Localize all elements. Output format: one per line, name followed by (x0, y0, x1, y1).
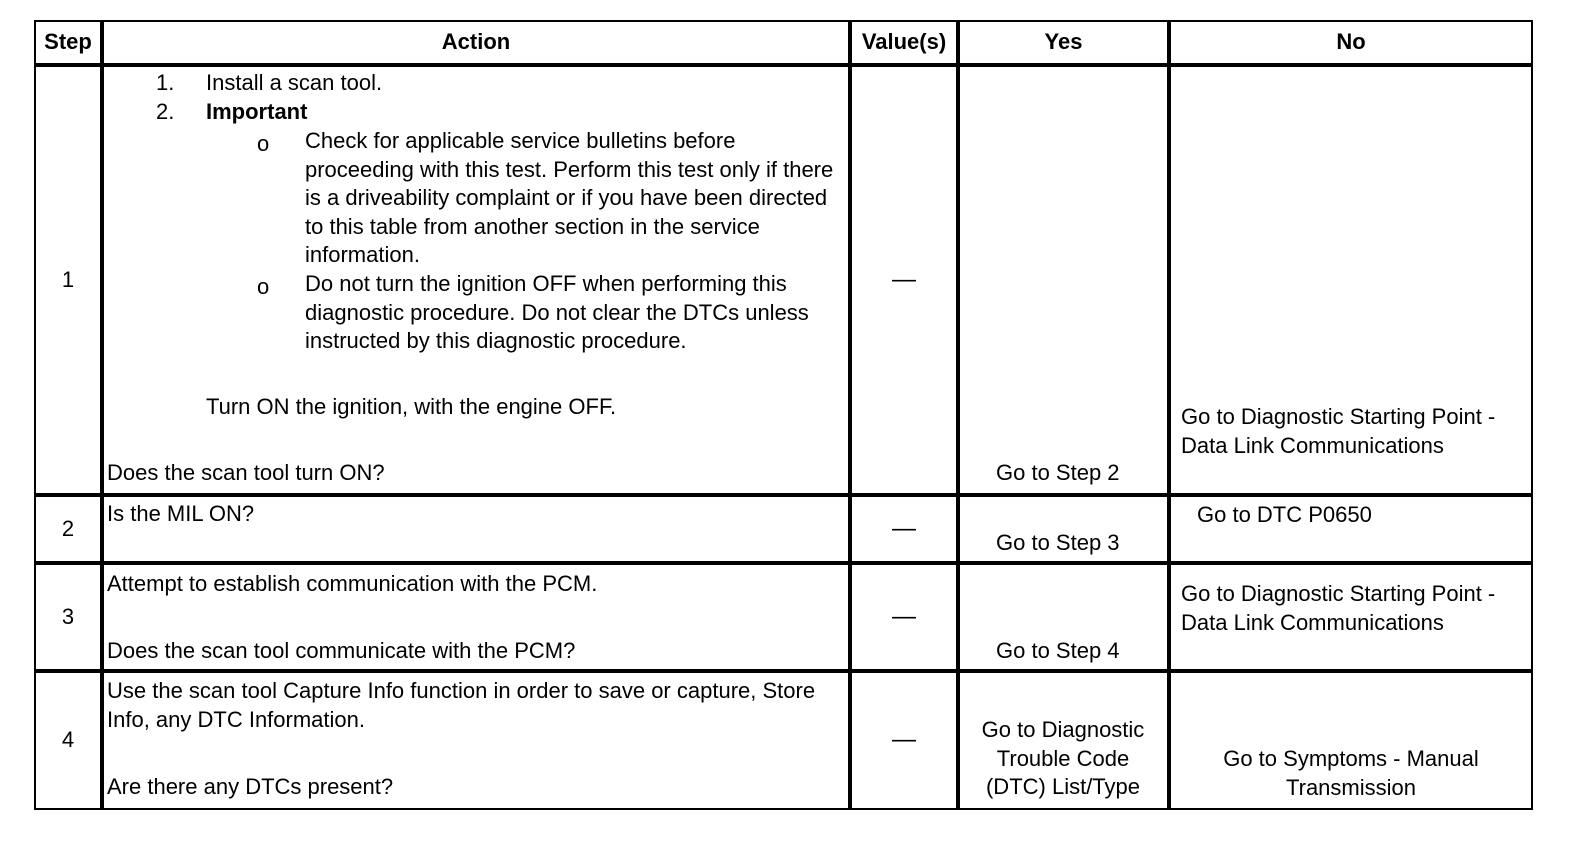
question-text: Does the scan tool turn ON? (107, 460, 385, 485)
row1-value: — (850, 65, 958, 495)
yes-link[interactable]: Go to Step 4 (996, 638, 1120, 663)
row3-no (1169, 563, 1533, 671)
question-text: Are there any DTCs present? (107, 774, 394, 799)
bullet-text: Check for applicable service bulletins before proceeding with this test. Perform this test only if there is a driveability complaint or if you have been directed to this table from another section in the service information. (305, 128, 834, 267)
row4-no (1169, 671, 1533, 810)
row3-value: — (850, 563, 958, 671)
row1-no (1169, 65, 1533, 495)
row2-yes (958, 495, 1169, 563)
list-number: 2. (156, 99, 175, 124)
row4-value: — (850, 671, 958, 810)
yes-link[interactable]: Go to Step 2 (996, 460, 1120, 485)
row1-step: 1 (34, 65, 102, 495)
yes-link[interactable]: Go to Diagnostic Trouble Code (DTC) List/Type (981, 717, 1145, 799)
no-link[interactable]: Go to Symptoms - Manual Transmission (1223, 746, 1479, 800)
row2-no (1169, 495, 1533, 563)
header-step: Step (34, 20, 102, 65)
row4-yes (958, 671, 1169, 810)
instruction-text: Attempt to establish communication with the PCM. (107, 571, 598, 596)
row3-yes (958, 563, 1169, 671)
instruction-text: Use the scan tool Capture Info function in order to save or capture, Store Info, any DTC Information. (107, 678, 816, 732)
header-yes: Yes (958, 20, 1169, 65)
row2-value: — (850, 495, 958, 563)
question-text: Is the MIL ON? (107, 501, 255, 526)
row1-action (102, 65, 850, 495)
no-link[interactable]: Go to DTC P0650 (1197, 502, 1372, 527)
header-no: No (1169, 20, 1533, 65)
row2-step: 2 (34, 495, 102, 563)
list-item-text: Install a scan tool. (206, 70, 383, 95)
row3-action (102, 563, 850, 671)
row1-yes (958, 65, 1169, 495)
row4-step: 4 (34, 671, 102, 810)
header-action: Action (102, 20, 850, 65)
bullet-marker: o (257, 274, 270, 299)
no-link[interactable]: Go to Diagnostic Starting Point - Data Link Communications (1181, 404, 1496, 458)
header-values: Value(s) (850, 20, 958, 65)
no-link[interactable]: Go to Diagnostic Starting Point - Data Link Communications (1181, 581, 1496, 635)
row4-action (102, 671, 850, 810)
question-text: Does the scan tool communicate with the PCM? (107, 638, 576, 663)
row2-action (102, 495, 850, 563)
list-number: 1. (156, 70, 175, 95)
bullet-text: Do not turn the ignition OFF when performing this diagnostic procedure. Do not clear the DTCs unless instructed by this diagnostic procedure. (305, 271, 809, 353)
yes-link[interactable]: Go to Step 3 (996, 530, 1120, 555)
instruction-text: Turn ON the ignition, with the engine OFF. (206, 394, 617, 419)
important-label: Important (206, 99, 308, 124)
row3-step: 3 (34, 563, 102, 671)
diagnostic-table (34, 20, 1533, 810)
bullet-marker: o (257, 131, 270, 156)
